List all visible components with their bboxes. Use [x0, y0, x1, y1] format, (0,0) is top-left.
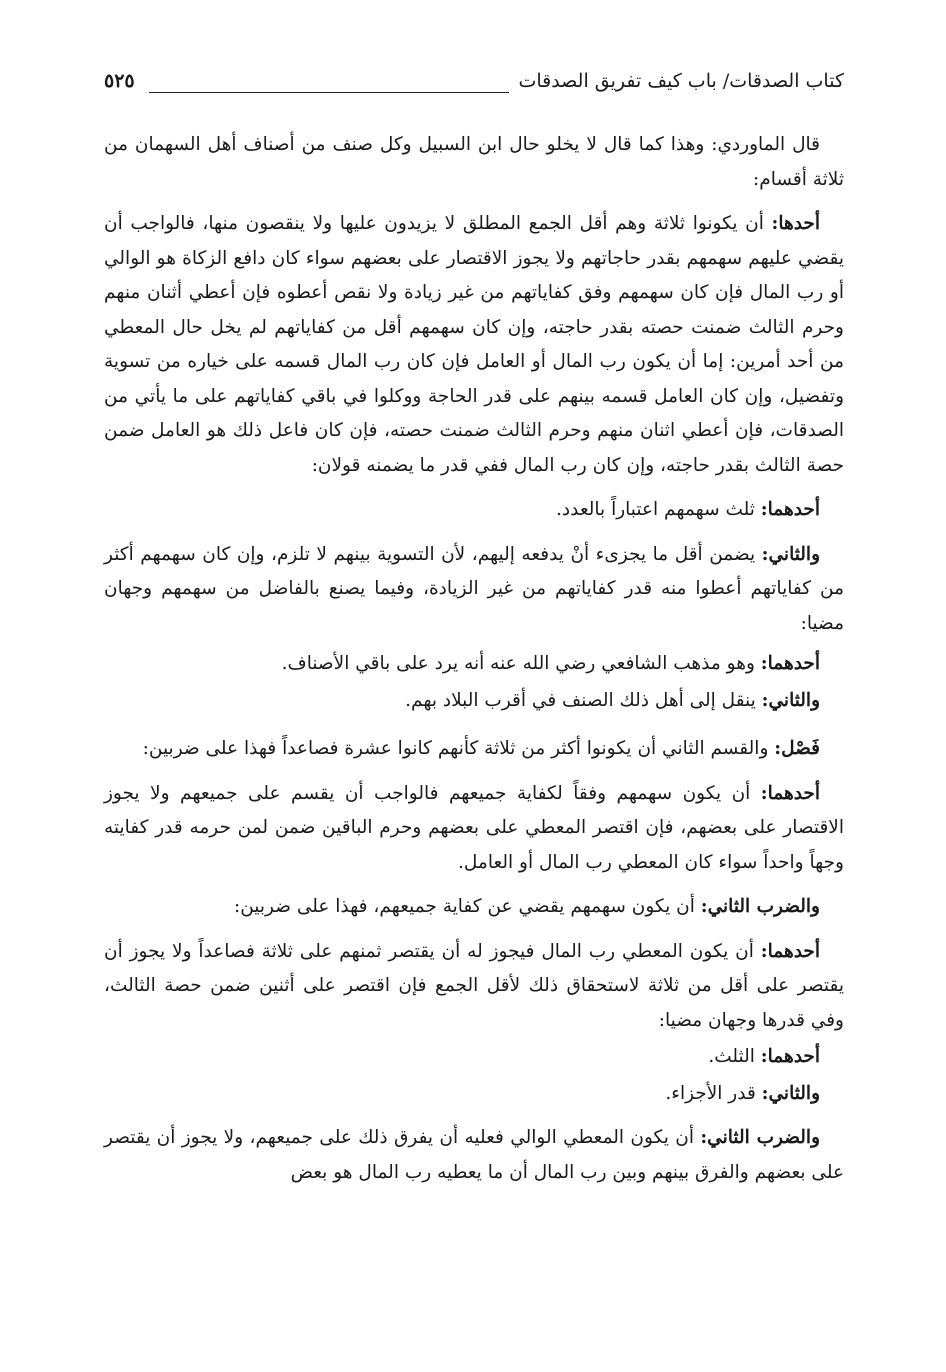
paragraph: أحدها: أن يكونوا ثلاثة وهم أقل الجمع المطلق لا يزيدون عليها ولا ينقصون منها، فالواجب أن يقضي عليهم سهمهم بقدر حاجاتهم ولا يجوز الاقتصار على بعضهم سواء كان دافع الزكاة هو الوالي أو رب المال فإن كان سهمهم وفق كفاياتهم من غير زيادة ولا نقص أعطوه فإن أعطي أثنان منهم وحرم الثالث ضمنت حصته بقدر حاجته، وإن كان سهمهم أقل من كفاياتهم لم يخل حال المعطي من أحد أمرين: إما أن يكون رب المال أو العامل فإن كان رب المال قسمه على خياره من تسوية وتفضيل، وإن كان العامل قسمه بينهم على قدر الحاجة ووكلوا في باقي كفاياتهم على ما يأتي من الصدقات، فإن أعطي اثنان منهم وحرم الثالث ضمنت حصته، فإن كان فاعل ذلك هو العامل ضمن حصة الثالث بقدر حاجته، وإن كان رب المال ففي قدر ما يضمنه قولان: [104, 213, 844, 476]
paragraph: والثاني: يضمن أقل ما يجزىء أنْ يدفعه إليهم، لأن التسوية بينهم لا تلزم، وإن كان سهمهم أكثر من كفاياتهم أعطوا منه قدر كفاياتهم من غير الزيادة، وفيما يصنع بالفاضل من سهمهم وجهان مضيا: [104, 543, 844, 634]
paragraph: أحدهما: ثلث سهمهم اعتباراً بالعدد. [556, 499, 820, 520]
paragraph: والثاني: قدر الأجزاء. [665, 1082, 820, 1104]
paragraph: أحدهما: وهو مذهب الشافعي رضي الله عنه أنه يرد على باقي الأصناف. [281, 653, 820, 674]
paragraph: قال الماوردي: وهذا كما قال لا يخلو حال ابن السبيل وكل صنف من أصناف أهل السهمان من ثلاثة أقسام: [104, 134, 844, 190]
document-page [104, 70, 844, 1192]
paragraph: والضرب الثاني: أن يكون المعطي الوالي فعليه أن يفرق ذلك على جميعهم، ولا يجوز أن يقتصر على بعضهم والفرق بينهم وبين رب المال أن ما يعطيه رب المال هو بعض [104, 1127, 844, 1183]
paragraph: أحدهما: أن يكون سهمهم وفقاً لكفاية جميعهم فالواجب أن يقسم على جميعهم ولا يجوز الاقتصار على بعضهم، فإن اقتصر المعطي على بعضهم وحرم الباقين ضمن لمن حرمه قدر كفايته وجهاً واحداً سواء كان المعطي رب المال أو العامل. [104, 782, 844, 873]
page-header [104, 70, 844, 108]
paragraph: فَصْل: والقسم الثاني أن يكونوا أكثر من ثلاثة كأنهم كانوا عشرة فصاعداً فهذا على ضربين: [142, 738, 820, 759]
paragraph: أحدهما: أن يكون المعطي رب المال فيجوز له أن يقتصر ثمنهم على ثلاثة فصاعداً ولا يجوز أن يقتصر على أقل من ثلاثة لاستحقاق ذلك لأقل الجمع فإن اقتصر على أثنين ضمن حصة الثالث، وفي قدرها وجهان مضيا: [104, 940, 844, 1031]
header-rule [149, 92, 509, 93]
paragraph: والثاني: ينقل إلى أهل ذلك الصنف في أقرب البلاد بهم. [405, 689, 820, 711]
body-text [104, 128, 844, 1190]
running-title: كتاب الصدقات/ باب كيف تفريق الصدقات [518, 70, 844, 92]
page-number: ٥٢٥ [104, 70, 135, 92]
paragraph: أحدهما: الثلث. [708, 1046, 820, 1067]
paragraph: والضرب الثاني: أن يكون سهمهم يقضي عن كفاية جميعهم، فهذا على ضربين: [233, 896, 820, 917]
